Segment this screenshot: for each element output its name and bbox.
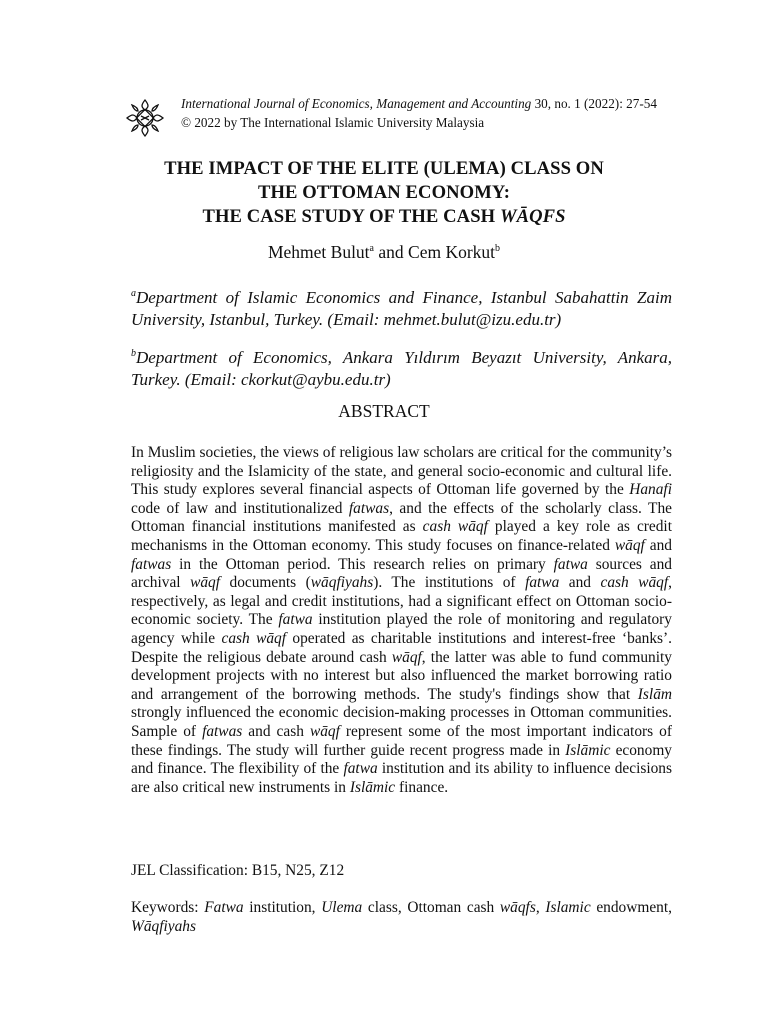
abstract-text-segment: fatwa	[525, 574, 560, 592]
abstract-text-segment: wāqf	[309, 722, 340, 740]
abstract-text-segment: wāqf	[190, 574, 220, 592]
affiliation-b-marker: b	[131, 348, 136, 359]
journal-citation	[181, 94, 741, 113]
abstract-text-segment: finance.	[395, 778, 449, 796]
abstract-text-segment: In Muslim societies, the views of religious law scholars are critical for the community’s religiosity and the Islamicity of the state, and general socio-economic and cultural life. This study explores several financial aspects of Ottoman life governed by the	[131, 444, 672, 499]
abstract-text-segment: in the Ottoman period. This research relies on primary	[171, 555, 554, 573]
abstract-text-segment: and	[644, 536, 672, 554]
keywords	[131, 898, 672, 936]
abstract-text-segment: wāqf	[614, 536, 645, 554]
jel-classification: JEL Classification: B15, N25, Z12	[131, 862, 345, 879]
abstract-text-segment: cash wāqf	[600, 574, 669, 592]
title-line-3-prefix: THE CASE STUDY OF THE CASH	[202, 206, 500, 227]
abstract-text-segment: cash wāqf	[422, 518, 488, 536]
abstract-text-segment: fatwa	[553, 555, 588, 573]
abstract-text-segment: Islāmic	[349, 778, 396, 796]
keywords-text-segment: Ulema	[321, 899, 363, 916]
keywords-text-segment: wāqfs	[499, 899, 536, 916]
keywords-text-segment: class, Ottoman cash	[362, 899, 500, 916]
keywords-text-segment: Keywords:	[131, 899, 205, 916]
author-1: Mehmet Bulut	[267, 242, 370, 262]
affiliation-b	[131, 343, 672, 391]
abstract-text-segment: and	[559, 574, 601, 592]
abstract-text-segment: played a key role as credit mechanisms in the Ottoman economy. This study focuses on finance-related	[131, 518, 672, 554]
paper-title	[80, 157, 688, 229]
title-line-2: THE OTTOMAN ECONOMY:	[257, 182, 510, 203]
abstract-heading: ABSTRACT	[338, 401, 430, 421]
abstract-text-segment: Islāmic	[565, 741, 611, 759]
author-list	[0, 242, 768, 263]
author-connector: and	[374, 242, 409, 262]
author-2-marker: b	[495, 243, 501, 254]
author-1-marker: a	[369, 243, 374, 254]
keywords-text-segment: Islamic	[545, 899, 591, 916]
journal-name: International Journal of Economics, Management and Accounting	[181, 96, 532, 111]
abstract-text-segment: cash wāqf	[221, 629, 287, 647]
affiliation-a	[131, 283, 672, 331]
keywords-text-segment: institution,	[243, 899, 322, 916]
abstract-text-segment: wāqf	[391, 648, 422, 666]
abstract-text-segment: institution and its ability to influence decisions are also critical new instruments in	[131, 760, 672, 796]
journal-logo-icon	[124, 97, 166, 139]
title-line-3-italic: WĀQFS	[499, 206, 566, 227]
keywords-text-segment: Wāqfiyahs	[131, 918, 196, 935]
abstract-text-segment: fatwa	[343, 760, 378, 778]
abstract-text-segment: represent some of the most important indicators of these findings. The study will further guide recent progress made in	[131, 722, 672, 759]
copyright-line: © 2022 by The International Islamic University Malaysia	[181, 115, 485, 130]
abstract-text-segment: documents (	[220, 574, 311, 592]
abstract-text-segment: code of law and institutionalized	[131, 499, 349, 517]
title-line-1: THE IMPACT OF THE ELITE (ULEMA) CLASS ON	[164, 158, 604, 179]
abstract-text-segment: strongly influenced the economic decision-making processes in Ottoman communities. Sample of	[131, 704, 672, 740]
affiliation-a-text: Department of Islamic Economics and Finance, Istanbul Sabahattin Zaim University, Istanbul, Turkey. (Email: mehmet.bulut@izu.edu.tr)	[131, 288, 672, 329]
keywords-text-segment: endowment,	[590, 899, 672, 916]
title-line-3	[80, 205, 688, 229]
affiliation-a-marker: a	[131, 288, 136, 299]
abstract-text-segment: , and the effects of the scholarly class. The Ottoman financial institutions manifested as	[131, 499, 672, 536]
abstract-text-segment: , respectively, as legal and credit institutions, had a significant effect on Ottoman socio-economic society. The	[131, 574, 672, 629]
keywords-text-segment: ,	[535, 899, 546, 916]
journal-header	[181, 94, 741, 132]
abstract-text-segment: wāqfiyahs	[310, 574, 374, 592]
abstract-text-segment: , the latter was able to fund community development projects with no interest but also influenced the market borrowing ratio and arrangement of the borrowing methods. The study's findings show that	[131, 648, 672, 703]
abstract-text-segment: fatwas	[348, 499, 390, 517]
abstract-text-segment: Islām	[637, 685, 672, 703]
abstract-body	[131, 444, 672, 797]
journal-issue: 30, no. 1 (2022): 27-54	[531, 96, 657, 111]
affiliation-b-text: Department of Economics, Ankara Yıldırım Beyazıt University, Ankara, Turkey. (Email: ckorkut@aybu.edu.tr)	[131, 348, 672, 389]
abstract-text-segment: and cash	[242, 722, 310, 740]
abstract-text-segment: institution played the role of monitoring and regulatory agency while	[131, 611, 672, 647]
abstract-text-segment: Hanafi	[629, 481, 672, 499]
abstract-text-segment: fatwa	[278, 611, 313, 629]
author-2: Cem Korkut	[408, 242, 496, 262]
abstract-text-segment: sources and archival	[131, 555, 673, 592]
abstract-text-segment: fatwas	[131, 555, 172, 573]
keywords-text-segment: Fatwa	[204, 899, 244, 916]
abstract-text-segment: ). The institutions of	[373, 574, 526, 592]
abstract-text-segment: fatwas	[202, 722, 243, 740]
abstract-text-segment: operated as charitable institutions and interest-free ‘banks’. Despite the religious debate around cash	[131, 629, 672, 666]
abstract-text-segment: economy and finance. The flexibility of the	[131, 741, 672, 778]
